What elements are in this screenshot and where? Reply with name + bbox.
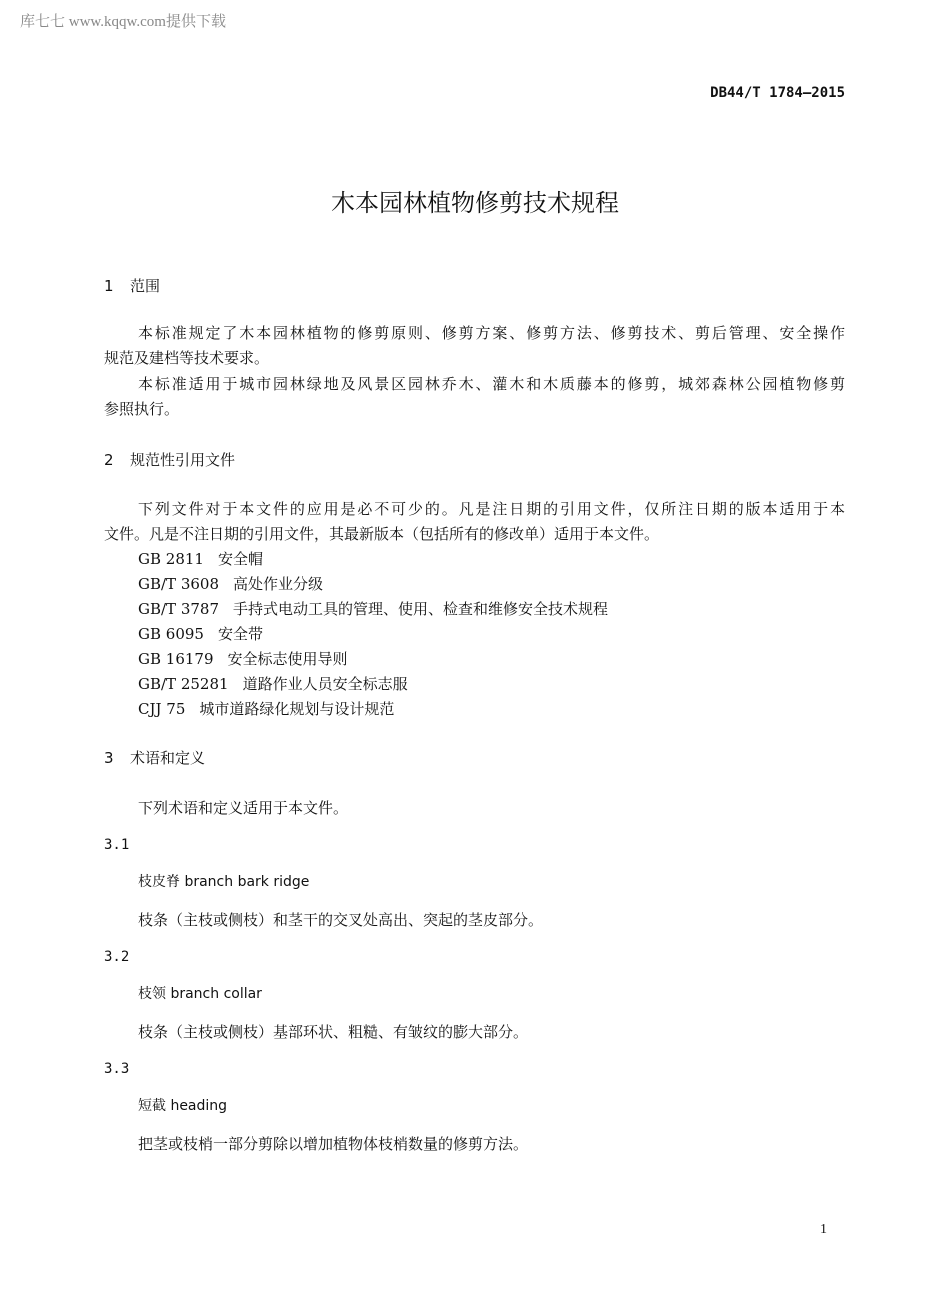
reference-name: 道路作业人员安全标志服 <box>242 675 408 693</box>
section-title: 规范性引用文件 <box>130 451 236 469</box>
section-number: 3 <box>104 749 114 767</box>
paragraph-line: 本标准适用于城市园林绿地及风景区园林乔木、灌木和木质藤本的修剪，城郊森林公园植物修剪 <box>138 375 845 393</box>
term-definition: 枝条（主枝或侧枝）和茎干的交叉处高出、突起的茎皮部分。 <box>138 911 544 929</box>
reference-item <box>138 549 263 569</box>
reference-code: GB 2811 <box>138 550 204 568</box>
term-number: 3.1 <box>104 837 130 853</box>
reference-code: GB/T 3787 <box>138 600 220 618</box>
document-title: 木本园林植物修剪技术规程 <box>331 189 619 217</box>
paragraph-line: 文件。凡是不注日期的引用文件，其最新版本（包括所有的修改单）适用于本文件。 <box>104 525 660 543</box>
term-name: 枝皮脊 branch bark ridge <box>138 874 310 890</box>
reference-code: GB/T 3608 <box>138 575 220 593</box>
reference-code: GB 16179 <box>138 650 214 668</box>
section-3-heading <box>104 748 205 768</box>
term-definition: 把茎或枝梢一部分剪除以增加植物体枝梢数量的修剪方法。 <box>138 1135 529 1153</box>
reference-code: GB 6095 <box>138 625 204 643</box>
term-number: 3.2 <box>104 949 130 965</box>
section-number: 2 <box>104 451 114 469</box>
term-number: 3.3 <box>104 1061 130 1077</box>
reference-code: GB/T 25281 <box>138 675 229 693</box>
paragraph-line: 规范及建档等技术要求。 <box>104 349 270 367</box>
reference-name: 安全标志使用导则 <box>227 650 348 668</box>
reference-name: 安全帽 <box>217 550 263 568</box>
document-code: DB44/T 1784—2015 <box>710 85 845 101</box>
reference-item <box>138 574 323 594</box>
terms-intro: 下列术语和定义适用于本文件。 <box>138 799 349 817</box>
section-title: 范围 <box>130 277 161 295</box>
reference-item <box>138 624 263 644</box>
section-title: 术语和定义 <box>130 749 206 767</box>
paragraph-line: 本标准规定了木本园林植物的修剪原则、修剪方案、修剪方法、修剪技术、剪后管理、安全操作 <box>138 324 845 342</box>
page-number: 1 <box>820 1222 827 1237</box>
term-name: 枝领 branch collar <box>138 986 262 1002</box>
term-name: 短截 heading <box>138 1098 228 1114</box>
section-number: 1 <box>104 277 114 295</box>
reference-item <box>138 599 608 619</box>
reference-name: 城市道路绿化规划与设计规范 <box>199 700 395 718</box>
reference-item <box>138 674 408 694</box>
reference-name: 手持式电动工具的管理、使用、检查和维修安全技术规程 <box>233 600 609 618</box>
paragraph-line: 下列文件对于本文件的应用是必不可少的。凡是注日期的引用文件，仅所注日期的版本适用于本 <box>138 500 845 518</box>
term-definition: 枝条（主枝或侧枝）基部环状、粗糙、有皱纹的膨大部分。 <box>138 1023 529 1041</box>
reference-code: CJJ 75 <box>138 700 186 718</box>
section-1-heading <box>104 276 160 296</box>
paragraph-line: 参照执行。 <box>104 400 180 418</box>
watermark: 库七七 www.kqqw.com提供下载 <box>20 14 226 30</box>
reference-name: 高处作业分级 <box>233 575 324 593</box>
reference-name: 安全带 <box>217 625 263 643</box>
reference-item <box>138 699 394 719</box>
reference-item <box>138 649 348 669</box>
section-2-heading <box>104 450 235 470</box>
